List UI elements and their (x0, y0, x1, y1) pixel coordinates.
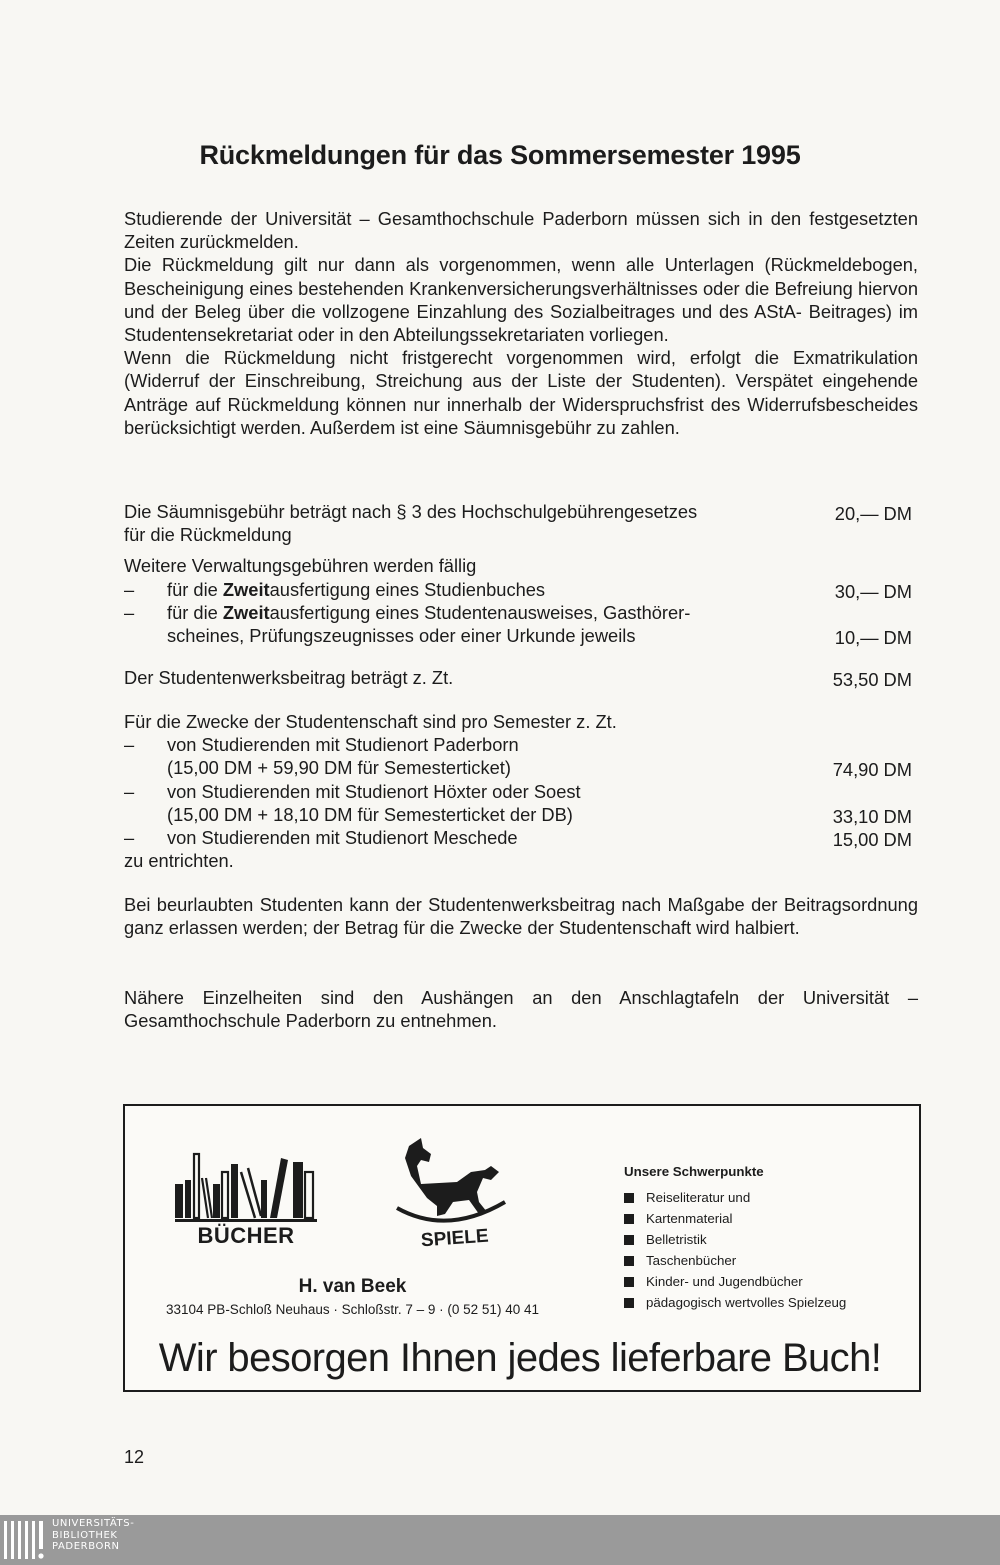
admin-fee-row-ausweis (124, 601, 918, 647)
spiele-logo (387, 1136, 527, 1251)
row-line1: von Studierenden mit Studienort Höxter oder Soest (167, 780, 581, 802)
focus-title: Unsere Schwerpunkte (624, 1164, 764, 1179)
admin-fee-text-line2: scheines, Prüfungszeugnisses oder einer Urkunde jeweils (167, 625, 636, 647)
row-amount: 33,10 DM (832, 805, 912, 827)
late-fee-text-line2: für die Rückmeldung (124, 524, 292, 546)
bullet-square-icon (624, 1235, 634, 1245)
focus-item-label: Reiseliteratur und (646, 1190, 751, 1205)
row-line1: von Studierenden mit Studienort Meschede (167, 827, 518, 849)
ad-slogan: Wir besorgen Ihnen jedes lieferbare Buch! (158, 1336, 882, 1380)
intro-paragraph-1: Studierende der Universität – Gesamthochschule Paderborn müssen sich in den festgesetzten Zeiten zurückmelden. (124, 208, 918, 253)
fee-rest: ausfertigung eines Studienbuches (269, 578, 546, 600)
studentenschaft-row-paderborn (124, 733, 918, 779)
fee-prefix: für die (167, 601, 223, 623)
page-title: Rückmeldungen für das Sommersemester 1995 (199, 140, 801, 170)
row-line2: (15,00 DM + 59,90 DM für Semesterticket) (167, 757, 511, 779)
bookshop-advertisement (123, 1104, 921, 1392)
admin-fees-heading: Weitere Verwaltungsgebühren werden fällig (124, 555, 477, 577)
spiele-logo-text: SPIELE (420, 1225, 490, 1252)
admin-fee-text (124, 578, 918, 601)
intro-paragraph-3: Wenn die Rückmeldung nicht fristgerecht vorgenommen wird, erfolgt die Exmatrikulation (Widerruf der Einschreibung, Streichung aus der Liste der Studenten). Verspätet eingehende Anträge auf Rückmeldung können nur innerhalb der Widerspruchsfrist des Widerrufsbescheides berücksichtigt werden. Außerdem ist eine Säumnisgebühr zu zahlen. (124, 347, 918, 438)
focus-item-label: pädagogisch wertvolles Spielzeug (646, 1295, 847, 1310)
studentenschaft-row-hoexter (124, 780, 918, 826)
bullet-square-icon (624, 1214, 634, 1224)
late-fee-text-line1: Die Säumnisgebühr beträgt nach § 3 des Hochschulgebührengesetzes (124, 501, 698, 522)
studentenwerk-label: Der Studentenwerksbeitrag beträgt z. Zt. (124, 667, 454, 689)
dash-marker: – (124, 780, 135, 802)
shop-address: 33104 PB-Schloß Neuhaus · Schloßstr. 7 – 9 · (0 52 51) 40 41 (166, 1302, 539, 1317)
dash-marker: – (124, 734, 135, 756)
focus-item-label: Kartenmaterial (646, 1211, 733, 1226)
intro-section (124, 207, 918, 439)
bullet-square-icon (624, 1298, 634, 1308)
fee-emphasis: Zweit (222, 578, 270, 600)
shop-owner: H. van Beek (298, 1276, 407, 1297)
studentenwerk-amount: 53,50 DM (832, 669, 912, 691)
intro-paragraph-2: Die Rückmeldung gilt nur dann als vorgenommen, wenn alle Unterlagen (Rückmeldebogen, Bescheinigung eines bestehenden Krankenversicherungsverhältnisses oder die Befreiung hiervon und der Beleg über die vollzogene Einzahlung des Sozialbeitrages und des AStA- Beitrages) im Studentensekretariat oder in den Abteilungssekretariaten vorliegen. (124, 254, 918, 346)
studentenschaft-row-meschede (124, 826, 918, 849)
studentenschaft-closing: zu entrichten. (124, 850, 234, 872)
admin-fee-text (124, 601, 918, 624)
row-line1: von Studierenden mit Studienort Paderborn (167, 734, 519, 756)
admin-fee-row-studienbuch (124, 578, 918, 601)
focus-item (624, 1229, 904, 1250)
bullet-square-icon (624, 1277, 634, 1287)
focus-item (624, 1250, 904, 1271)
buecher-logo-text: BÜCHER (197, 1223, 295, 1245)
row-amount: 74,90 DM (832, 759, 912, 781)
late-fee-row (124, 500, 918, 546)
studentenschaft-section (124, 710, 918, 872)
library-name-line2: BIBLIOTHEK (52, 1529, 118, 1541)
dash-marker: – (124, 601, 135, 623)
fee-prefix: für die (167, 578, 223, 600)
dash-marker: – (124, 578, 135, 600)
page-number: 12 (124, 1447, 145, 1467)
leave-note: Bei beurlaubten Studenten kann der Studentenwerksbeitrag nach Maßgabe der Beitragsordnung ganz erlassen werden; der Betrag für die Zwecke der Studentenschaft wird halbiert. (124, 894, 918, 939)
row-amount: 15,00 DM (832, 829, 912, 851)
library-name-line1: UNIVERSITÄTS- (52, 1518, 135, 1529)
library-logo-icon (2, 1517, 46, 1563)
focus-item-label: Kinder- und Jugendbücher (646, 1274, 803, 1289)
bullet-square-icon (624, 1193, 634, 1203)
late-fee-amount: 20,— DM (834, 503, 912, 524)
fees-section (124, 500, 918, 689)
studentenwerk-row (124, 666, 918, 689)
fee-rest: ausfertigung eines Studentenausweises, Gasthörer- (269, 601, 691, 623)
spiele-text-graphic (385, 1220, 525, 1260)
focus-item (624, 1208, 904, 1229)
library-name (52, 1518, 134, 1553)
library-footer-bar (0, 1515, 1000, 1565)
focus-list (624, 1164, 904, 1313)
fee-emphasis: Zweit (222, 601, 270, 623)
studentenschaft-heading: Für die Zwecke der Studentenschaft sind pro Semester z. Zt. (124, 711, 617, 732)
details-note: Nähere Einzelheiten sind den Aushängen an den Anschlagtafeln der Universität – Gesamthochschule Paderborn zu entnehmen. (124, 987, 918, 1032)
books-icon (175, 1150, 325, 1245)
focus-item (624, 1271, 904, 1292)
leave-note-section (124, 893, 918, 939)
library-name-line3: PADERBORN (52, 1541, 120, 1552)
bullet-square-icon (624, 1256, 634, 1266)
focus-item-label: Taschenbücher (646, 1253, 737, 1268)
details-note-section (124, 986, 918, 1032)
focus-item (624, 1292, 904, 1313)
buecher-logo (175, 1150, 325, 1250)
ausweis-fee-amount: 10,— DM (834, 626, 912, 648)
focus-item-label: Belletristik (646, 1232, 707, 1247)
row-line2: (15,00 DM + 18,10 DM für Semesterticket der DB) (167, 803, 573, 825)
dash-marker: – (124, 827, 135, 849)
studienbuch-fee-amount: 30,— DM (834, 580, 912, 602)
focus-item (624, 1187, 904, 1208)
